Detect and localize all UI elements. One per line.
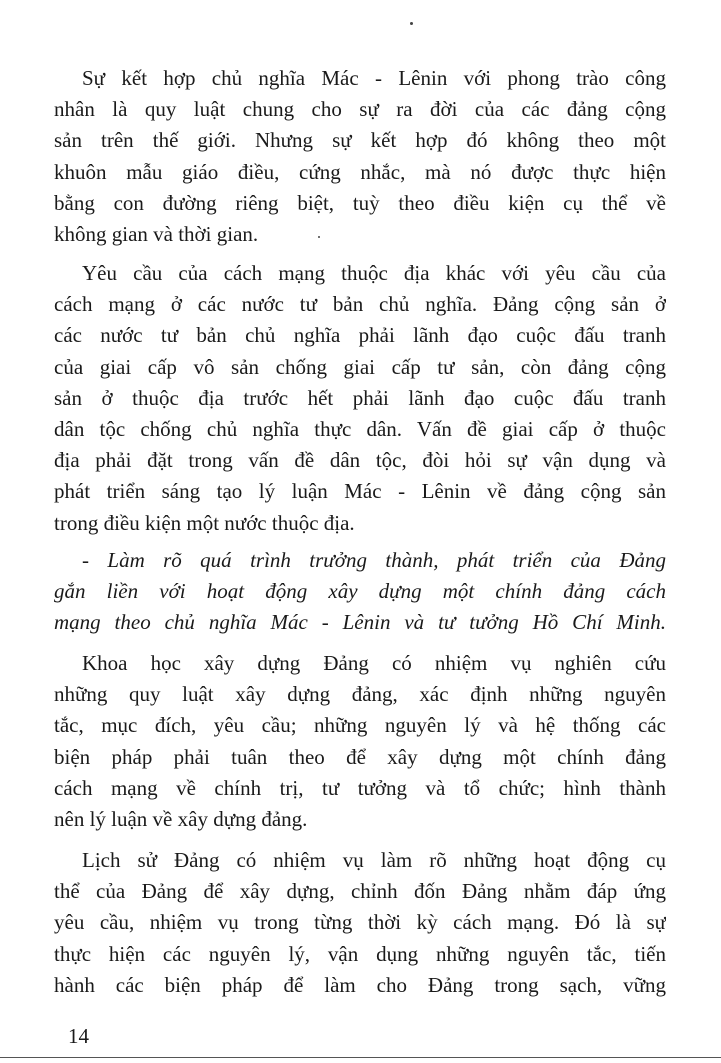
text-line: yêu cầu, nhiệm vụ trong từng thời kỳ cách mạng. Đó là sự [54,910,666,935]
text-line: biện pháp phải tuân theo để xây dựng một chính đảng [54,744,666,769]
paragraph [54,648,666,835]
paragraph [54,63,666,250]
text-line: khuôn mẫu giáo điều, cứng nhắc, mà nó được thực hiện [54,159,666,184]
text-line: không gian và thời gian. [54,222,259,247]
bottom-rule [0,1057,721,1058]
paragraph [54,845,666,1001]
text-line: mạng theo chủ nghĩa Mác - Lênin và tư tưởng Hồ Chí Minh. [54,610,666,635]
paragraph [54,258,666,539]
text-line: gắn liền với hoạt động xây dựng một chính đảng cách [54,579,666,604]
text-line: Lịch sử Đảng có nhiệm vụ làm rõ những hoạt động cụ [82,848,666,872]
text-line: Khoa học xây dựng Đảng có nhiệm vụ nghiên cứu [82,651,666,675]
text-line: thể của Đảng để xây dựng, chỉnh đốn Đảng nhằm đáp ứng [54,879,666,904]
text-line: các nước tư bản chủ nghĩa phải lãnh đạo cuộc đấu tranh [54,323,666,348]
text-line: những quy luật xây dựng đảng, xác định những nguyên [54,682,666,707]
text-line: Sự kết hợp chủ nghĩa Mác - Lênin với phong trào công [82,66,666,90]
text-line: trong điều kiện một nước thuộc địa. [54,510,355,535]
text-line: sản trên thế giới. Nhưng sự kết hợp đó không theo một [54,128,666,153]
text-line: hành các biện pháp để làm cho Đảng trong sạch, vững [54,972,666,997]
text-line: địa phải đặt trong vấn đề dân tộc, đòi hỏi sự vận dụng và [54,448,666,473]
text-line: thực hiện các nguyên lý, vận dụng những nguyên tắc, tiến [54,941,666,966]
page-number: 14 [68,1024,89,1048]
text-line: Yêu cầu của cách mạng thuộc địa khác với yêu cầu của [82,261,666,285]
text-line: nên lý luận về xây dựng đảng. [54,807,308,832]
text-line: dân tộc chống chủ nghĩa thực dân. Vấn đề giai cấp ở thuộc [54,417,666,442]
text-line: sản ở thuộc địa trước hết phải lãnh đạo cuộc đấu tranh [54,385,666,410]
text-line: phát triển sáng tạo lý luận Mác - Lênin về đảng cộng sản [54,479,666,504]
text-line: - Làm rõ quá trình trưởng thành, phát triển của Đảng [82,548,666,572]
italic-heading [54,545,666,639]
text-line: nhân là quy luật chung cho sự ra đời của các đảng cộng [54,97,666,122]
text-line: của giai cấp vô sản chống giai cấp tư sản, còn đảng cộng [54,354,666,379]
text-line: tắc, mục đích, yêu cầu; những nguyên lý và hệ thống các [54,713,666,738]
print-speck [410,22,413,25]
text-line: cách mạng ở các nước tư bản chủ nghĩa. Đảng cộng sản ở [54,292,666,317]
text-line: cách mạng về chính trị, tư tưởng và tổ chức; hình thành [54,775,666,800]
text-line: bằng con đường riêng biệt, tuỳ theo điều kiện cụ thể về [54,190,666,215]
